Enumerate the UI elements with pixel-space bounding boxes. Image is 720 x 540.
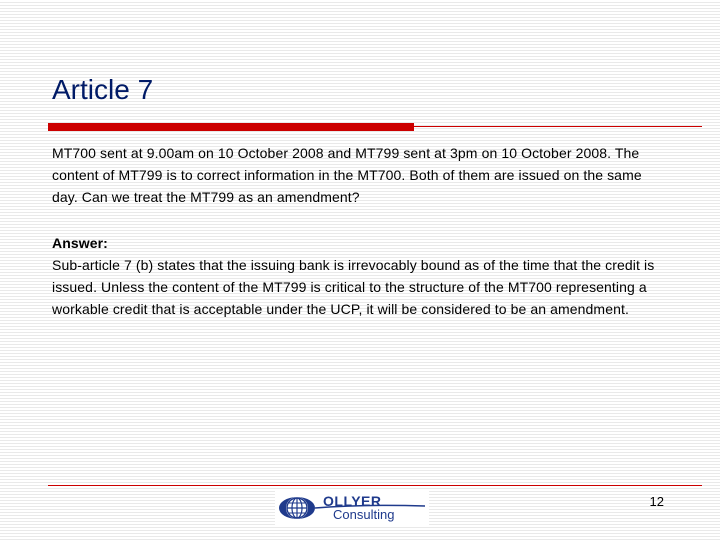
answer-text: Sub-article 7 (b) states that the issuing bank is irrevocably bound as of the time that the credit is issued. Unless the content of the MT799 is critical to the structure of the MT700 representing a workable credit that is acceptable under the UCP, it will be considered to be an amendment. bbox=[52, 257, 655, 317]
company-logo bbox=[275, 490, 429, 526]
logo-subtitle: Consulting bbox=[333, 507, 395, 522]
footer-divider bbox=[48, 485, 702, 486]
answer-label: Answer: bbox=[52, 235, 108, 251]
page-number: 12 bbox=[649, 494, 664, 509]
slide-title: Article 7 bbox=[52, 74, 154, 105]
logo-wordmark: OLLYER bbox=[323, 493, 382, 509]
question-text: MT700 sent at 9.00am on 10 October 2008 and MT799 sent at 3pm on 10 October 2008. The content of MT799 is to correct information in the MT700. Both of them are issued on the same day. Can we treat the MT799 as an amendment? bbox=[52, 145, 642, 205]
globe-icon bbox=[279, 497, 315, 519]
answer-block bbox=[52, 232, 658, 320]
title-underline-thin bbox=[414, 126, 702, 127]
title-underline-thick bbox=[48, 123, 414, 131]
